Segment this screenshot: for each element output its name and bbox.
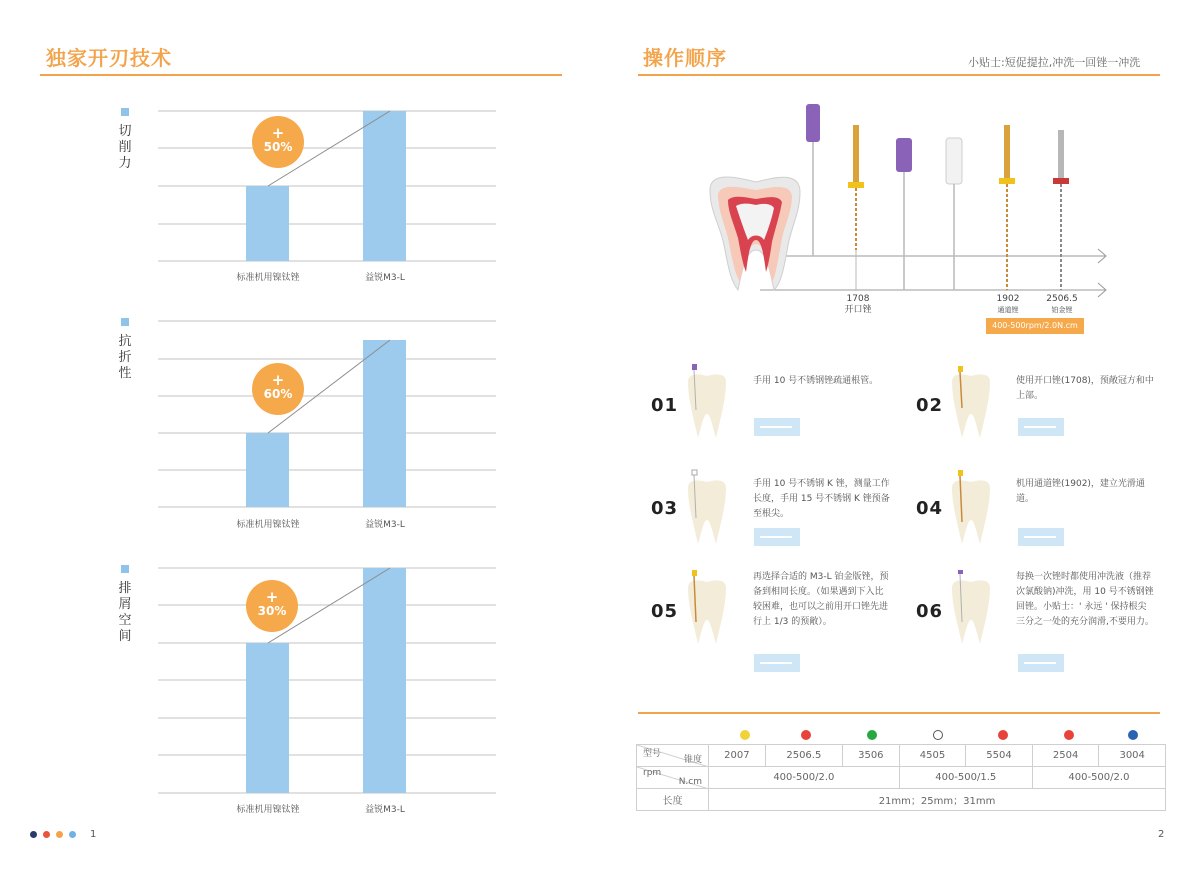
table-top-rule	[638, 712, 1160, 714]
step-03-number: 03	[651, 498, 679, 519]
chart1-bar-standard	[246, 186, 289, 261]
table-row	[637, 745, 1166, 767]
chart2-bar-standard	[246, 433, 289, 507]
left-page-number: 1	[90, 829, 97, 840]
file-label-1708: 1708 开口锉	[844, 294, 872, 315]
left-page-title: 独家开刃技术	[46, 46, 172, 70]
chart1-category-m3l: 益锐M3-L	[365, 273, 405, 283]
step-01-number: 01	[651, 395, 679, 416]
page-dot-blue	[69, 831, 76, 838]
model-header-cell: 型号 锥度	[637, 745, 709, 767]
chart1-increase-badge: + 50%	[252, 116, 304, 168]
chart2-bar-m3l	[363, 340, 406, 507]
step-06-number: 06	[916, 601, 944, 622]
chart1-category-standard: 标准机用镍钛锉	[236, 273, 300, 283]
step-01-tooth-icon	[684, 360, 730, 442]
chart1-label: 切 削 力	[116, 108, 134, 172]
right-page-number: 2	[1158, 829, 1165, 840]
chart3-bar-standard	[246, 643, 289, 793]
speed-cell: 400-500/1.5	[899, 767, 1032, 789]
model-cell: 2506.5	[765, 745, 842, 767]
table-row	[637, 789, 1166, 811]
step-01-text: 手用 10 号不锈钢锉疏通根管。	[753, 376, 879, 386]
table-row	[637, 767, 1166, 789]
step-06-text: 每换一次锉时都使用冲洗液（推荐次氯酸钠)冲洗，用 10 号不锈钢锉回锉。小贴士：' 永远 ' 保持根尖三分之一处的充分润滑,不要用力。	[1016, 572, 1154, 627]
length-header-cell: 长度	[637, 789, 709, 811]
step-05-text: 再选择合适的 M3-L 铂金版锉，预备到相同长度。（如果遇到下入比较困难，也可以之前用开口锉先进行上 1/3 的预敞）。	[753, 572, 889, 627]
step-05-file-icon	[754, 654, 800, 672]
page-dot-orange	[56, 831, 63, 838]
step-01-file-icon	[754, 418, 800, 436]
speed-cell: 400-500/2.0	[1032, 767, 1165, 789]
color-dot-red-3	[1064, 730, 1074, 740]
color-dot-blue	[1128, 730, 1138, 740]
color-dot-white	[933, 730, 943, 740]
step-04-tooth-icon	[948, 466, 994, 548]
step-06-file-icon	[1018, 654, 1064, 672]
model-cell: 3004	[1099, 745, 1166, 767]
chart3-svg	[158, 558, 498, 798]
chart2-svg	[158, 310, 498, 510]
model-cell: 4505	[899, 745, 966, 767]
chart3-category-m3l: 益锐M3-L	[365, 805, 405, 815]
speed-cell: 400-500/2.0	[709, 767, 900, 789]
chart3-increase-badge: + 30%	[246, 580, 298, 632]
page-dot-navy	[30, 831, 37, 838]
step-02-text: 使用开口锉(1708)，预敞冠方和中上部。	[1016, 376, 1154, 401]
chart3-category-standard: 标准机用镍钛锉	[236, 805, 300, 815]
color-dot-red-2	[998, 730, 1008, 740]
page-dot-red	[43, 831, 50, 838]
legend-square	[121, 318, 129, 326]
step-02-file-icon	[1018, 418, 1064, 436]
chart3-label: 排 屑 空 间	[116, 565, 134, 645]
model-cell: 5504	[966, 745, 1033, 767]
legend-square	[121, 108, 129, 116]
step-04-number: 04	[916, 498, 944, 519]
model-cell: 3506	[842, 745, 899, 767]
step-03-tooth-icon	[684, 466, 730, 548]
length-cell: 21mm；25mm；31mm	[709, 789, 1166, 811]
step-02-tooth-icon	[948, 360, 994, 442]
left-title-rule	[40, 74, 562, 76]
chart2-category-standard: 标准机用镍钛锉	[236, 520, 300, 530]
chart2-label: 抗 折 性	[116, 318, 134, 382]
tooth-illustration	[700, 100, 1120, 300]
chart1-bar-m3l	[363, 111, 406, 261]
step-06-tooth-icon	[948, 566, 994, 648]
legend-square	[121, 565, 129, 573]
step-05-number: 05	[651, 601, 679, 622]
color-dot-green	[867, 730, 877, 740]
step-04-file-icon	[1018, 528, 1064, 546]
right-title-rule	[638, 74, 1160, 76]
file-label-2506: 2506.5 铂金锉	[1046, 294, 1078, 314]
model-cell: 2007	[709, 745, 766, 767]
color-dot-yellow	[740, 730, 750, 740]
chart2-increase-badge: + 60%	[252, 363, 304, 415]
speed-tag: 400-500rpm/2.0N.cm	[986, 318, 1084, 334]
step-03-file-icon	[754, 528, 800, 546]
spec-table	[636, 744, 1166, 811]
model-cell: 2504	[1032, 745, 1099, 767]
step-03-text: 手用 10 号不锈钢 K 锉，测量工作长度，手用 15 号不锈钢 K 锉预备至根尖。	[753, 479, 890, 519]
chart3-bar-m3l	[363, 568, 406, 793]
color-dot-red	[801, 730, 811, 740]
tip-text: 小贴士:短促提拉,冲洗一回锉一冲洗	[968, 56, 1141, 69]
step-05-tooth-icon	[684, 566, 730, 648]
step-02-number: 02	[916, 395, 944, 416]
file-label-1902: 1902 通道锉	[996, 294, 1020, 314]
right-page-title: 操作顺序	[643, 46, 727, 70]
chart2-category-m3l: 益锐M3-L	[365, 520, 405, 530]
step-04-text: 机用通道锉(1902)，建立光滑通道。	[1016, 479, 1145, 504]
chart1-svg	[158, 100, 498, 270]
speed-header-cell: rpm N.cm	[637, 767, 709, 789]
